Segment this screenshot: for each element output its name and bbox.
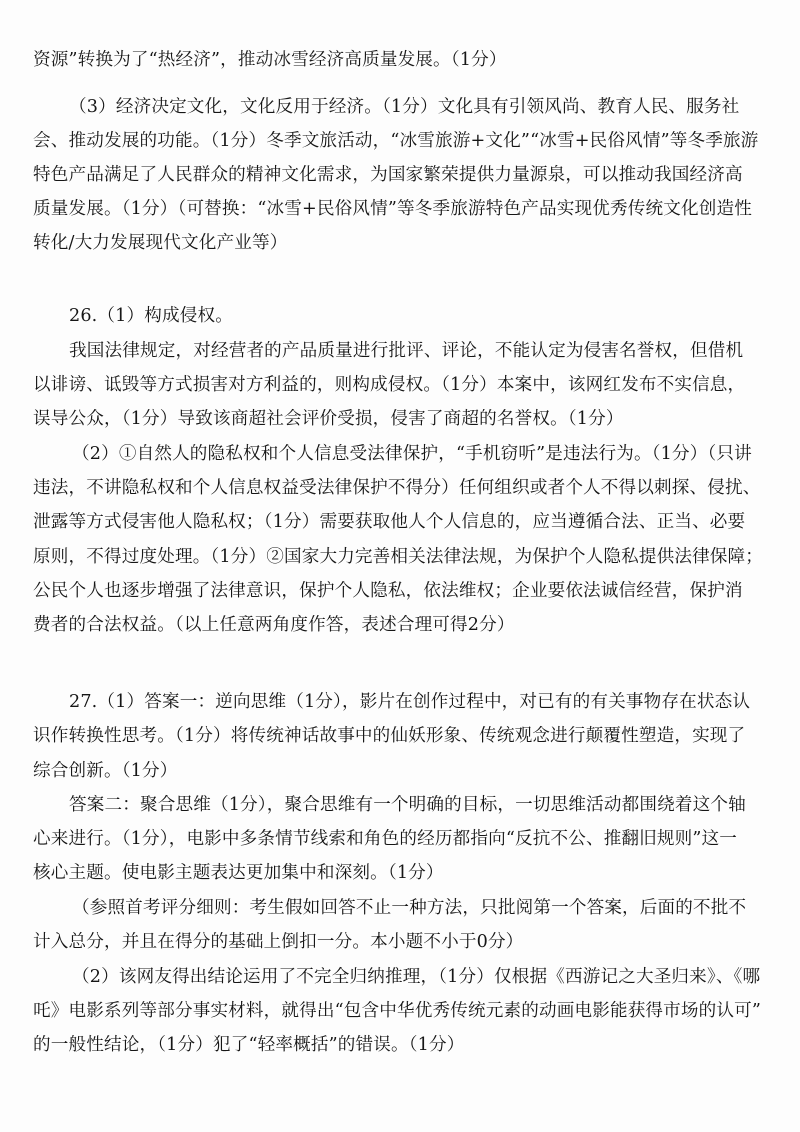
text-line: 综合创新。（1分） bbox=[33, 761, 178, 781]
text-line: 答案二：聚合思维（1分），聚合思维有一个明确的目标，一切思维活动都围绕着这个轴 bbox=[69, 795, 746, 815]
text-line: 计入总分，并且在得分的基础上倒扣一分。本小题不小于0分） bbox=[33, 932, 524, 952]
text-line: 心来进行。（1分），电影中多条情节线索和角色的经历都指向“反抗不公、推翻旧规则”这一 bbox=[33, 829, 738, 849]
text-line: 误导公众，（1分）导致该商超社会评价受损，侵害了商超的名誉权。（1分） bbox=[33, 409, 624, 429]
text-line: 泄露等方式侵害他人隐私权；（1分）需要获取他人个人信息的，应当遵循合法、正当、必要 bbox=[33, 512, 746, 532]
text-line: 会、推动发展的功能。（1分）冬季文旅活动，“冰雪旅游+文化”“冰雪+民俗风情”等冬季旅游 bbox=[33, 131, 759, 151]
text-line: 核心主题。使电影主题表达更加集中和深刻。（1分） bbox=[33, 863, 444, 883]
text-line: （3）经济决定文化，文化反用于经济。（1分）文化具有引领风尚、教育人民、服务社 bbox=[69, 97, 740, 117]
text-line: （参照首考评分细则：考生假如回答不止一种方法，只批阅第一个答案，后面的不批不 bbox=[72, 898, 747, 918]
text-line: 质量发展。（1分）（可替换：“冰雪+民俗风情”等冬季旅游特色产品实现优秀传统文化创造性 bbox=[33, 199, 752, 219]
text-line: （2）①自然人的隐私权和个人信息受法律保护，“手机窃听”是违法行为。（1分）（只讲 bbox=[72, 444, 752, 464]
text-line: 原则，不得过度处理。（1分）②国家大力完善相关法律法规，为保护个人隐私提供法律保障； bbox=[33, 547, 764, 567]
text-line: 资源”转换为了“热经济”，推动冰雪经济高质量发展。（1分） bbox=[33, 50, 507, 70]
text-line: 吒》电影系列等部分事实材料，就得出“包含中华优秀传统元素的动画电影能获得市场的认可” bbox=[33, 1001, 762, 1021]
text-line: 以诽谤、诋毁等方式损害对方利益的，则构成侵权。（1分）本案中，该网红发布不实信息， bbox=[33, 375, 746, 395]
text-line: （2）该网友得出结论运用了不完全归纳推理，（1分）仅根据《西游记之大圣归来》、《哪 bbox=[72, 967, 761, 987]
text-line: 转化/大力发展现代文化产业等） bbox=[33, 233, 288, 253]
text-line: 识作转换性思考。（1分）将传统神话故事中的仙妖形象、传统观念进行颠覆性塑造，实现了 bbox=[33, 726, 746, 746]
question-heading: 26.（1）构成侵权。 bbox=[69, 306, 233, 326]
text-line: 公民个人也逐步增强了法律意识，保护个人隐私，依法维权；企业要依法诚信经营，保护消 bbox=[33, 581, 743, 601]
text-line: 费者的合法权益。（以上任意两角度作答，表述合理可得2分） bbox=[33, 615, 515, 635]
question-heading: 27.（1）答案一：逆向思维（1分），影片在创作过程中，对已有的有关事物存在状态认 bbox=[69, 692, 751, 712]
text-line: 违法，不讲隐私权和个人信息权益受法律保护不得分）任何组织或者个人不得以刺探、侵扰、 bbox=[33, 478, 761, 498]
text-line: 的一般性结论，（1分）犯了“轻率概括”的错误。（1分） bbox=[33, 1035, 465, 1055]
text-line: 特色产品满足了人民群众的精神文化需求，为国家繁荣提供力量源泉，可以推动我国经济高 bbox=[33, 165, 743, 185]
text-line: 我国法律规定，对经营者的产品质量进行批评、评论，不能认定为侵害名誉权，但借机 bbox=[69, 341, 744, 361]
